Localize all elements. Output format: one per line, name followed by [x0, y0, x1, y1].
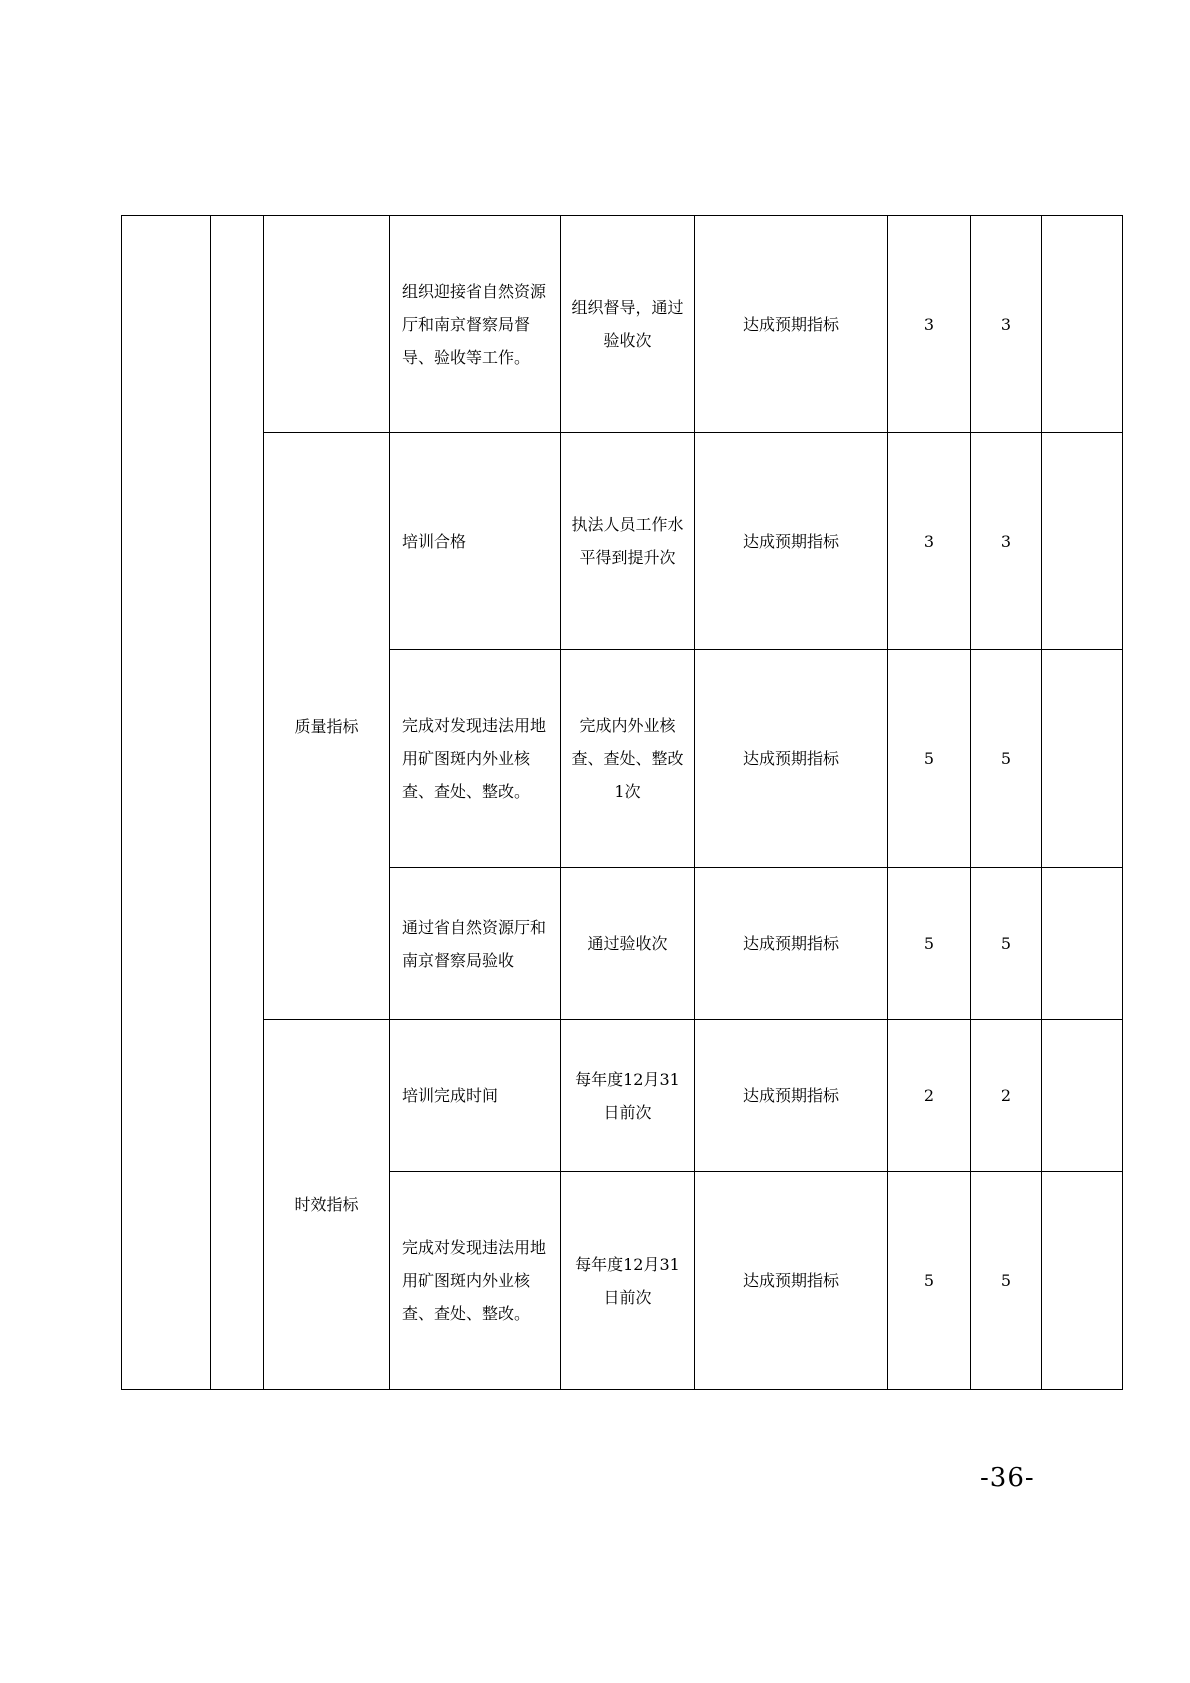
level3-category-cell: [264, 216, 390, 433]
indicator-weight: 5: [888, 650, 971, 868]
indicator-score: 2: [971, 1020, 1042, 1172]
indicator-target: 每年度12月31日前次: [561, 1172, 695, 1390]
indicator-evaluation: 达成预期指标: [695, 433, 888, 650]
indicator-evaluation: 达成预期指标: [695, 1172, 888, 1390]
indicator-target: 完成内外业核查、查处、整改1次: [561, 650, 695, 868]
indicator-remark: [1042, 216, 1123, 433]
table-row: [122, 1020, 1123, 1172]
level2-category-cell: [211, 216, 264, 1390]
indicator-target: 每年度12月31日前次: [561, 1020, 695, 1172]
indicator-weight: 3: [888, 433, 971, 650]
table-row: [122, 216, 1123, 433]
indicator-remark: [1042, 868, 1123, 1020]
performance-indicator-table: [121, 215, 1123, 1390]
level1-category-cell: [122, 216, 211, 1390]
indicator-remark: [1042, 1172, 1123, 1390]
indicator-remark: [1042, 433, 1123, 650]
indicator-score: 5: [971, 1172, 1042, 1390]
indicator-evaluation: 达成预期指标: [695, 868, 888, 1020]
quality-indicator-category: 质量指标: [264, 433, 390, 1020]
table-row: [122, 433, 1123, 650]
page-number: -36-: [980, 1463, 1035, 1493]
indicator-name: 通过省自然资源厅和南京督察局验收: [390, 868, 561, 1020]
indicator-target: 通过验收次: [561, 868, 695, 1020]
indicator-score: 5: [971, 868, 1042, 1020]
indicator-name: 完成对发现违法用地用矿图斑内外业核查、查处、整改。: [390, 1172, 561, 1390]
indicator-target: 组织督导，通过验收次: [561, 216, 695, 433]
indicator-score: 3: [971, 216, 1042, 433]
indicator-evaluation: 达成预期指标: [695, 216, 888, 433]
indicator-remark: [1042, 1020, 1123, 1172]
indicator-weight: 2: [888, 1020, 971, 1172]
indicator-evaluation: 达成预期指标: [695, 650, 888, 868]
indicator-target: 执法人员工作水平得到提升次: [561, 433, 695, 650]
indicator-score: 5: [971, 650, 1042, 868]
indicator-name: 培训合格: [390, 433, 561, 650]
indicator-weight: 5: [888, 868, 971, 1020]
indicator-evaluation: 达成预期指标: [695, 1020, 888, 1172]
indicator-name: 组织迎接省自然资源厅和南京督察局督导、验收等工作。: [390, 216, 561, 433]
indicator-name: 培训完成时间: [390, 1020, 561, 1172]
indicator-score: 3: [971, 433, 1042, 650]
timeliness-indicator-category: 时效指标: [264, 1020, 390, 1390]
indicator-name: 完成对发现违法用地用矿图斑内外业核查、查处、整改。: [390, 650, 561, 868]
indicator-remark: [1042, 650, 1123, 868]
indicator-weight: 3: [888, 216, 971, 433]
indicator-weight: 5: [888, 1172, 971, 1390]
